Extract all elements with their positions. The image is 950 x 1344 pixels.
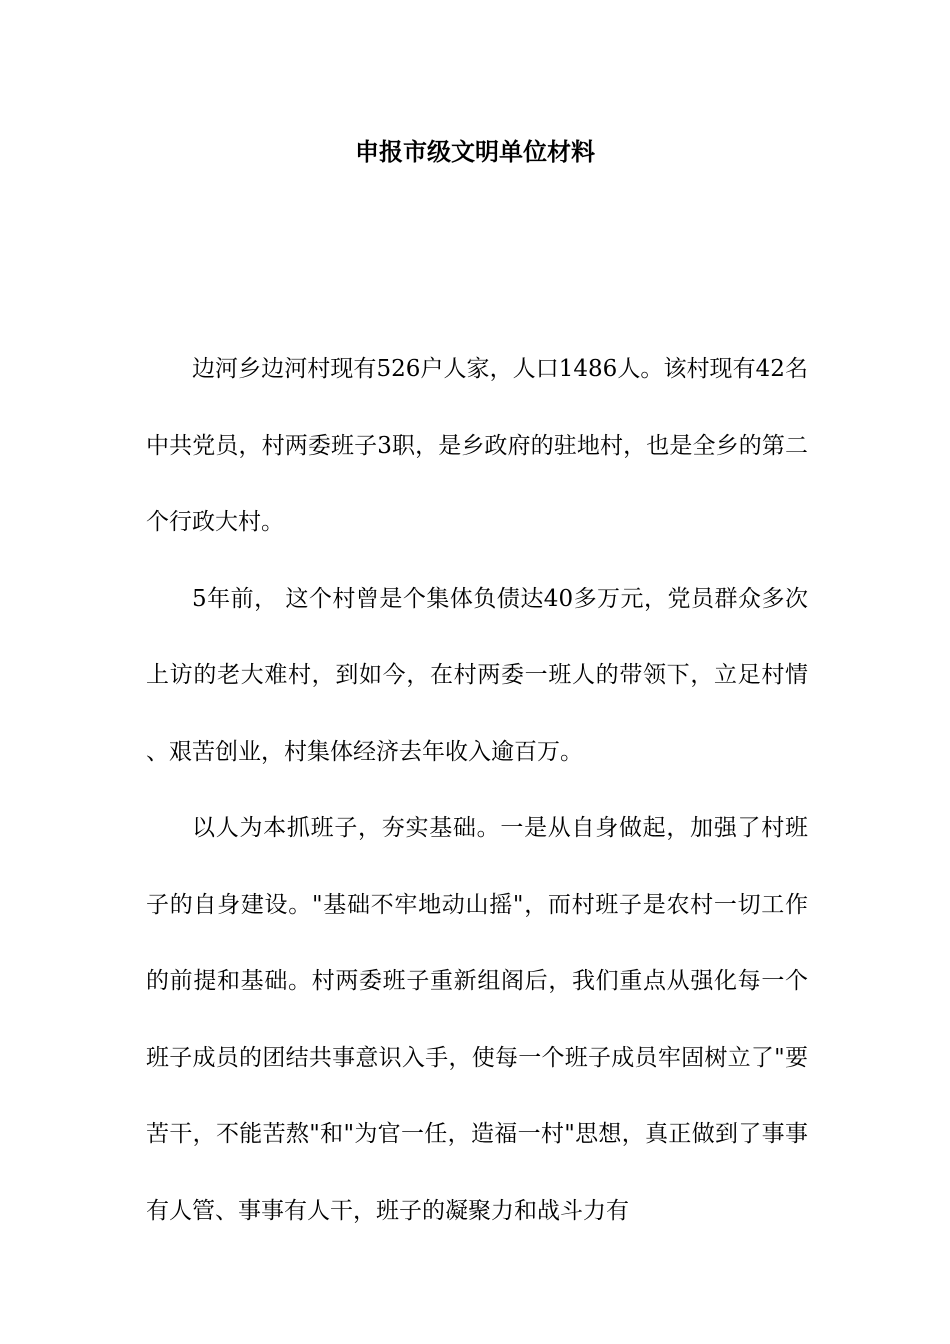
paragraph-history: 5年前， 这个村曾是个集体负债达40多万元，党员群众多次上访的老大难村，到如今，在村两委一班人的带领下，立足村情、艰苦创业，村集体经济去年收入逾百万。 — [146, 585, 808, 765]
document-title: 申报市级文明单位材料 — [355, 138, 595, 166]
paragraph-village-overview: 边河乡边河村现有526户人家，人口1486人。该村现有42名中共党员，村两委班子3职，是乡政府的驻地村，也是全乡的第二个行政大村。 — [146, 356, 808, 535]
paragraph-team-building: 以人为本抓班子，夯实基础。一是从自身做起，加强了村班子的自身建设。"基础不牢地动山摇"，而村班子是农村一切工作的前提和基础。村两委班子重新组阁后，我们重点从强化每一个班子成员的团结共事意识入手，使每一个班子成员牢固树立了"要苦干，不能苦熬"和"为官一任，造福一村"思想，真正做到了事事有人管、事事有人干，班子的凝聚力和战斗力有 — [146, 815, 808, 1224]
document-body — [146, 331, 808, 1249]
